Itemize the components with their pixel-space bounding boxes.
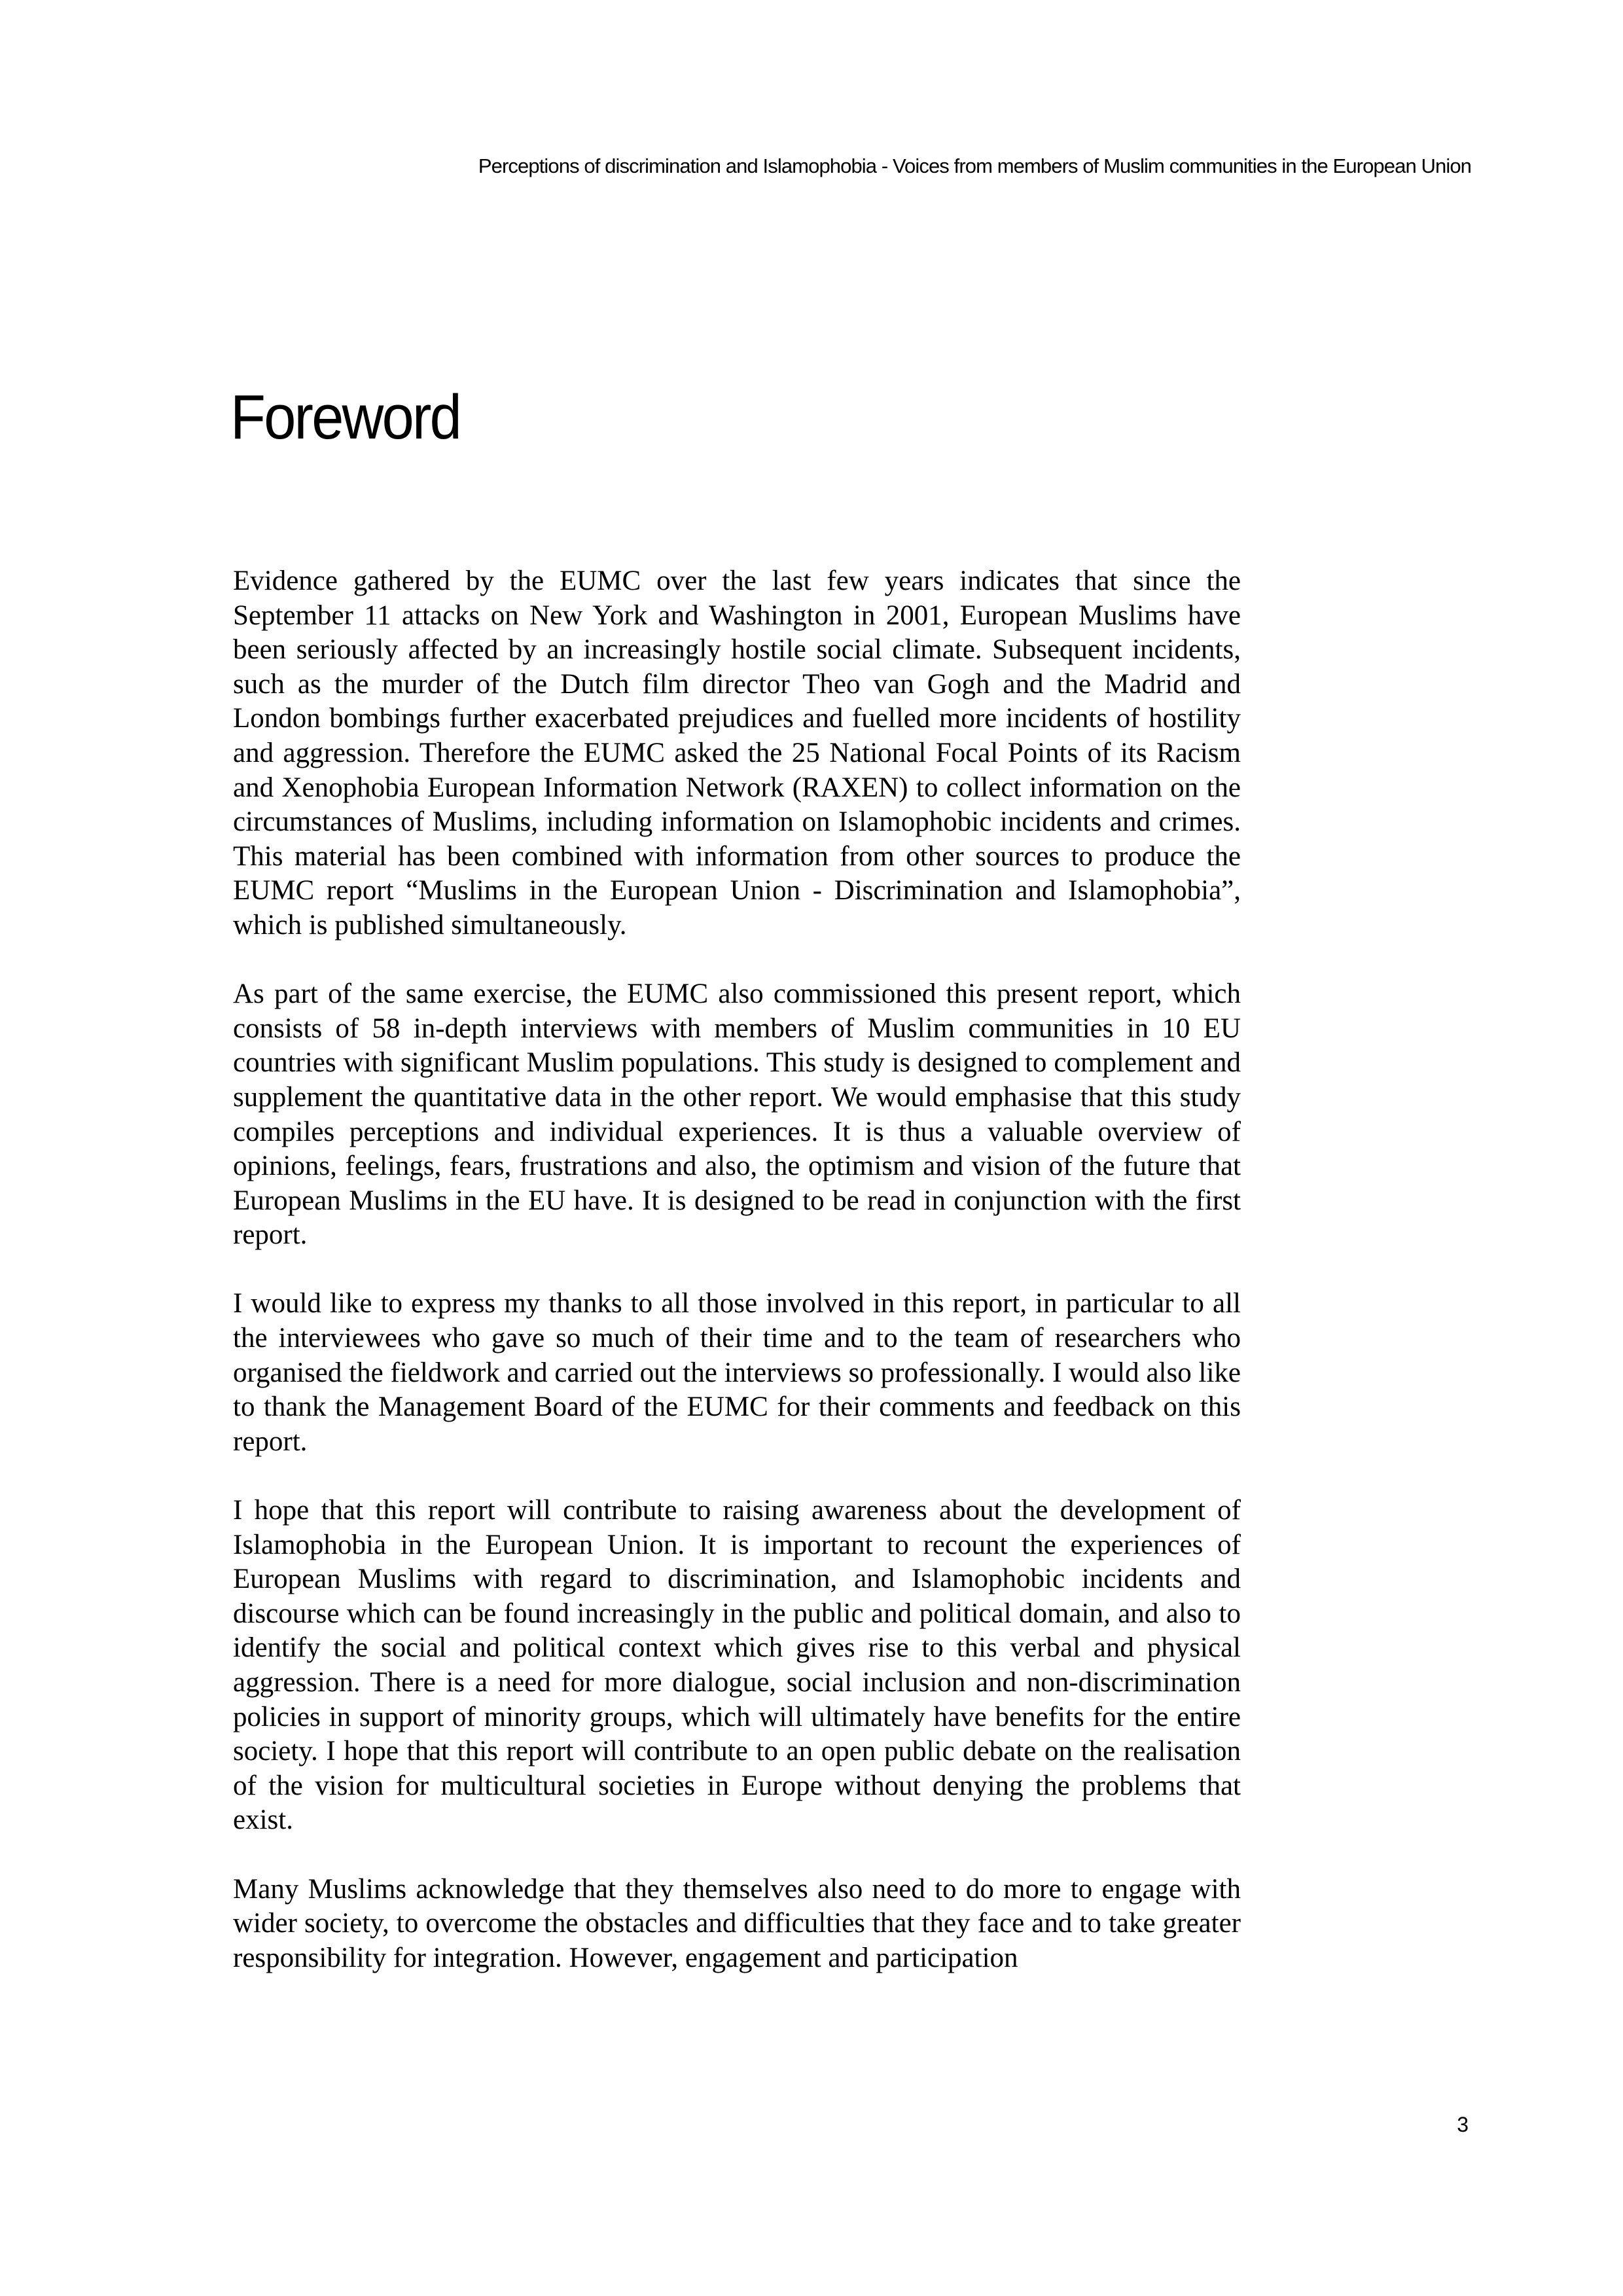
body-text	[233, 564, 1241, 2010]
paragraph: Evidence gathered by the EUMC over the last few years indicates that since the September 11 attacks on New York and Washington in 2001, European Muslims have been seriously affected by an increasingly hostile social climate. Subsequent incidents, such as the murder of the Dutch film director Theo van Gogh and the Madrid and London bombings further exacerbated prejudices and fuelled more incidents of hostility and aggression. Therefore the EUMC asked the 25 National Focal Points of its Racism and Xenophobia European Information Network (RAXEN) to collect information on the circumstances of Muslims, including information on Islamophobic incidents and crimes. This material has been combined with information from other sources to produce the EUMC report “Muslims in the European Union - Discrimination and Islamophobia”, which is published simultaneously.	[233, 565, 1241, 941]
paragraph: As part of the same exercise, the EUMC also commissioned this present report, which consists of 58 in-depth interviews with members of Muslim communities in 10 EU countries with significant Muslim populations. This study is designed to complement and supplement the quantitative data in the other report. We would emphasise that this study compiles perceptions and individual experiences. It is thus a valuable overview of opinions, feelings, fears, frustrations and also, the optimism and vision of the future that European Muslims in the EU have. It is designed to be read in conjunction with the first report.	[233, 978, 1241, 1251]
running-header: Perceptions of discrimination and Islamophobia - Voices from members of Muslim communities in the European Union	[478, 154, 1471, 177]
page-title: Foreword	[230, 382, 460, 452]
paragraph: I would like to express my thanks to all those involved in this report, in particular to all the interviewees who gave so much of their time and to the team of researchers who organised the fieldwork and carried out the interviews so professionally. I would also like to thank the Management Board of the EUMC for their comments and feedback on this report.	[233, 1288, 1241, 1457]
page-number: 3	[1457, 2113, 1469, 2136]
paragraph: I hope that this report will contribute to raising awareness about the development of Islamophobia in the European Union. It is important to recount the experiences of European Muslims with regard to discrimination, and Islamophobic incidents and discourse which can be found increasingly in the public and political domain, and also to identify the social and political context which gives rise to this verbal and physical aggression. There is a need for more dialogue, social inclusion and non-discrimination policies in support of minority groups, which will ultimately have benefits for the entire society. I hope that this report will contribute to an open public debate on the realisation of the vision for multicultural societies in Europe without denying the problems that exist.	[233, 1495, 1241, 1836]
paragraph: Many Muslims acknowledge that they themselves also need to do more to engage with wider society, to overcome the obstacles and difficulties that they face and to take greater responsibility for integration. However, engagement and participation	[233, 1873, 1241, 1973]
